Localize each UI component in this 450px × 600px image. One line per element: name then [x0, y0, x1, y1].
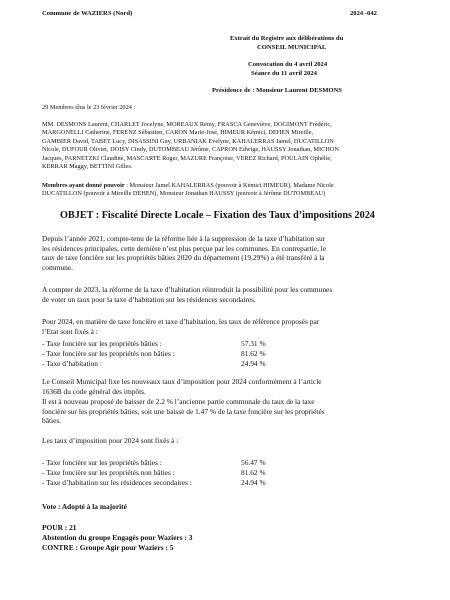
- rate-label: - Taxe foncière sur les propriétés non bâties :: [42, 349, 175, 358]
- proxies-block: [42, 182, 334, 199]
- registre-line1: Extrait du Registre aux délibérations du: [230, 35, 344, 42]
- text-line: Il est à nouveau proposé de baisser de 2.2 % l’ancienne partie communale du taux de la taxe: [42, 397, 315, 406]
- seance-date: Séance du 11 avril 2024: [251, 70, 317, 77]
- paragraph-reference-rates: [42, 317, 410, 336]
- text-line: bâties.: [42, 416, 62, 426]
- presidence: Présidence de : Monsieur Laurent DESMONS: [212, 87, 342, 94]
- proxies-label: Membres ayant donné pouvoir: [42, 182, 125, 189]
- vote-title: Vote : Adopté à la majorité: [42, 502, 127, 511]
- text-line: foncière sur les propriétés bâties, soit une baisse de 1.47 % de la taxe foncière sur les propriétés: [42, 406, 325, 416]
- rate-label: - Taxe d’habitation :: [42, 359, 102, 368]
- members-line: GAMBIER David, TABET Lucy, DISASSINI Guy, URBANIAK Evelyne, KAHALERRAS Jamel, DUCATILLON: [42, 137, 334, 145]
- deliberation-reference: 2024 -042: [350, 10, 377, 17]
- rate-value: 57.31 %: [241, 339, 266, 348]
- members-line: Jacques, PARNETZKI Claudine, MASCARTE Roger, MAZURE Françoise, VEREZ Richard, POULAIN Ophélie,: [42, 154, 332, 162]
- paragraph-decrease: [42, 397, 410, 426]
- members-list: [42, 121, 414, 171]
- vote-pour: POUR : 21: [42, 523, 77, 532]
- proxies-line: : Monsieur Jamel KAHALERRAS (pouvoir à Kémici HIMEUR), Madame Nicole: [124, 182, 334, 189]
- text-line: commune.: [42, 262, 73, 272]
- vote-contre: CONTRE : Groupe Agir pour Waziers : 5: [42, 543, 174, 552]
- rate-value: 81.62 %: [241, 349, 266, 358]
- paragraph-final-rates: Les taux d’imposition pour 2024 sont fixés à :: [42, 436, 179, 445]
- rate-value: 24.94 %: [241, 359, 266, 368]
- members-line: KERRAR Maggy, BETTINI Gilles.: [42, 163, 133, 171]
- rate-value: 24.94 %: [241, 478, 266, 487]
- text-line: les résidences principales, cette dernière n’est plus perçue par les communes. En contrepartie, le: [42, 243, 327, 253]
- text-line: l’Etat sont fixés à :: [42, 326, 98, 336]
- objet-title: OBJET : Fiscalité Directe Locale – Fixation des Taux d’impositions 2024: [60, 210, 375, 221]
- registre-line2: CONSEIL MUNICIPAL: [257, 44, 327, 51]
- text-line: de voter un taux pour la taxe d’habitation sur les résidences secondaires.: [42, 294, 256, 304]
- paragraph-2023: [42, 285, 410, 304]
- rate-label: - Taxe foncière sur les propriétés bâties :: [42, 458, 162, 467]
- text-line: Le Conseil Municipal fixe les nouveaux taux d’imposition pour 2024 conformément à l’article: [42, 377, 322, 386]
- rate-value: 81.62 %: [241, 468, 266, 477]
- proxies-line: DUCATILLON (pouvoir à Mireille DEHEN), Monsieur Jonathan HAUSSY (pouvoir à Jérôme DUTOMBEAU): [42, 190, 326, 198]
- members-line: MM. DESMONS Laurent, CHARLET Jocelyne, MOREAUX Rémy, FRASCA Geneviève, DOGIMONT Frédéric,: [42, 121, 332, 128]
- members-line: MARGONELLI Catherine, FERENZ Sébastien, CARON Marie-José, HIMEUR Kémici, DEHEN Mireille,: [42, 129, 314, 137]
- text-line: taux de taxe foncière sur les propriétés bâties 2020 du département (19,29%) a été transféré à la: [42, 253, 325, 263]
- rate-value: 56.47 %: [241, 458, 266, 467]
- members-count: 29 Membres élus le 23 février 2024 :: [42, 104, 136, 111]
- convocation-date: Convocation du 4 avril 2024: [248, 61, 328, 68]
- text-line: 1636B du code général des impôts.: [42, 386, 146, 396]
- text-line: Pour 2024, en matière de taxe foncière et taxe d’habitation, les taux de référence proposés par: [42, 317, 320, 326]
- paragraph-article: [42, 377, 410, 396]
- text-line: A compter de 2023, la réforme de la taxe d’habitation réintroduit la possibilité pour les communes: [42, 285, 333, 294]
- rate-label: - Taxe d’habitation sur les résidences secondaires :: [42, 478, 192, 487]
- vote-abstention: Abstention du groupe Engagés pour Waziers : 3: [42, 533, 193, 542]
- text-line: Depuis l’année 2021, compte-tenu de la réforme liée à la suppression de la taxe d’habitation sur: [42, 234, 326, 243]
- rate-label: - Taxe foncière sur les propriétés bâties :: [42, 339, 162, 348]
- members-line: Nicole, DUFOUR Olivier, DOISY Cindy, DUTOMBEAU Jérôme, CAPRON Edwige, HAUSSY Jonathan, MICHON: [42, 146, 339, 154]
- paragraph-reform: [42, 234, 410, 272]
- rate-label: - Taxe foncière sur les propriétés non bâties :: [42, 468, 175, 477]
- commune-name: Commune de WAZIERS (Nord): [42, 10, 133, 17]
